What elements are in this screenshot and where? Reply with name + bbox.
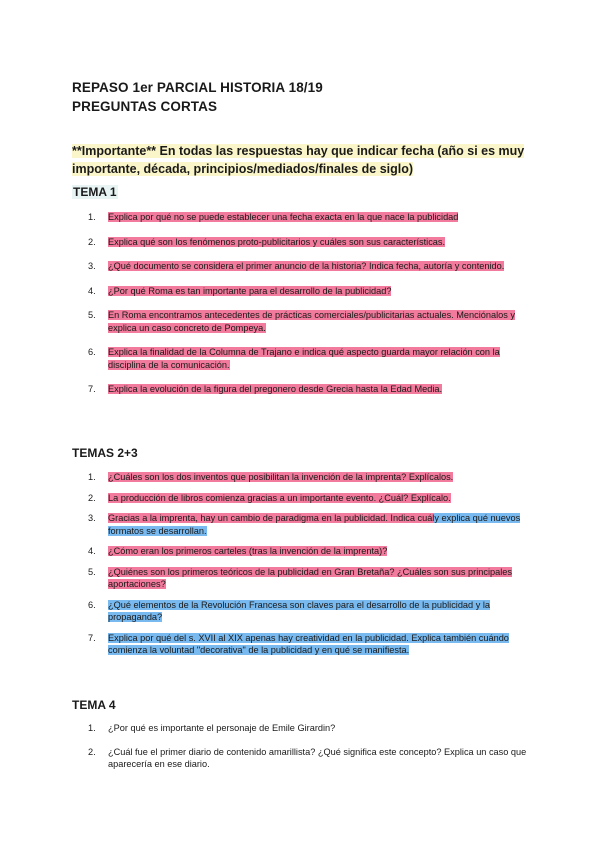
question-number: 4.: [88, 546, 96, 556]
question-item: [88, 512, 528, 537]
question-number: 2.: [88, 492, 96, 503]
question-item: [88, 383, 528, 396]
question-text: Explica la evolución de la figura del pregonero desde Grecia hasta la Edad Media.: [108, 384, 443, 394]
tema23-question-list: [88, 471, 528, 657]
question-number: 5.: [88, 566, 96, 577]
question-number: 4.: [88, 285, 96, 296]
important-note: [72, 142, 532, 178]
question-item: [88, 722, 528, 735]
question-number: 1.: [88, 723, 96, 733]
tema23-title: TEMAS 2+3: [72, 446, 138, 460]
question-item: [88, 566, 528, 591]
tema1-heading: [72, 185, 118, 199]
question-text: ¿Cuál fue el primer diario de contenido amarillista? ¿Qué significa este concepto? Explica un caso que aparecería en ese diario.: [108, 746, 527, 769]
question-number: 7.: [88, 384, 96, 394]
question-number: 1.: [88, 472, 96, 482]
title-line-2: PREGUNTAS CORTAS: [72, 99, 218, 114]
question-text: ¿Qué elementos de la Revolución Francesa son claves para el desarrollo de la publicidad y la propaganda?: [108, 599, 491, 622]
question-text-blue-part: y explica qué nuevos formatos se desarrollan.: [108, 513, 521, 536]
question-item: [88, 346, 528, 371]
question-number: 3.: [88, 261, 96, 271]
question-text: ¿Por qué es importante el personaje de Emile Girardin?: [108, 723, 336, 733]
question-item: [88, 545, 528, 558]
question-item: [88, 471, 528, 484]
question-text: La producción de libros comienza gracias a un importante evento. ¿Cuál? Explícalo.: [108, 492, 451, 503]
question-item: [88, 632, 528, 657]
question-item: [88, 309, 528, 334]
question-item: [88, 285, 528, 298]
question-text: Explica por qué del s. XVII al XIX apenas hay creatividad en la publicidad. Explica también cuándo comienza la voluntad "decorativa" de la publicidad y en qué se manifiesta.: [108, 632, 509, 655]
question-number: 2.: [88, 236, 96, 247]
tema4-heading: [72, 698, 116, 712]
question-text-pink-part: Gracias a la imprenta, hay un cambio de paradigma en la publicidad. Indica cuál: [108, 513, 435, 523]
question-text: Explica por qué no se puede establecer una fecha exacta en la que nace la publicidad: [108, 212, 459, 222]
question-text: ¿Quiénes son los primeros teóricos de la publicidad en Gran Bretaña? ¿Cuáles son sus principales aportaciones?: [108, 566, 512, 589]
question-number: 7.: [88, 632, 96, 643]
question-number: 6.: [88, 347, 96, 357]
tema1-title: TEMA 1: [73, 185, 117, 199]
question-item: [88, 211, 528, 224]
question-text: Explica qué son los fenómenos proto-publicitarios y cuáles son sus características.: [108, 236, 446, 247]
question-number: 3.: [88, 513, 96, 523]
question-text: ¿Cuáles son los dos inventos que posibilitan la invención de la imprenta? Explícalos.: [108, 472, 454, 482]
tema1-question-list: [88, 211, 528, 396]
tema4-title: TEMA 4: [72, 698, 116, 712]
question-item: [88, 492, 528, 505]
tema4-question-list: [88, 722, 528, 771]
question-text: En Roma encontramos antecedentes de prácticas comerciales/publicitarias actuales. Menciónalos y explica un caso concreto de Pompeya.: [108, 310, 516, 333]
question-item: [88, 260, 528, 273]
question-text: ¿Por qué Roma es tan importante para el desarrollo de la publicidad?: [108, 285, 392, 296]
question-number: 5.: [88, 310, 96, 320]
question-text: ¿Qué documento se considera el primer anuncio de la historia? Indica fecha, autoría y contenido.: [108, 261, 505, 271]
document-title: [72, 78, 323, 116]
question-item: [88, 599, 528, 624]
question-text: ¿Cómo eran los primeros carteles (tras la invención de la imprenta)?: [108, 546, 388, 556]
question-text: Explica la finalidad de la Columna de Trajano e indica qué aspecto guarda mayor relación con la disciplina de la comunicación.: [108, 347, 500, 370]
title-line-1: REPASO 1er PARCIAL HISTORIA 18/19: [72, 80, 323, 95]
tema23-heading: [72, 446, 138, 460]
question-number: 6.: [88, 599, 96, 610]
question-number: 1.: [88, 212, 96, 222]
question-number: 2.: [88, 746, 96, 757]
question-item: [88, 746, 528, 771]
important-note-text: **Importante** En todas las respuestas hay que indicar fecha (año si es muy importante, década, principios/mediados/finales de siglo): [72, 144, 525, 176]
question-item: [88, 236, 528, 249]
